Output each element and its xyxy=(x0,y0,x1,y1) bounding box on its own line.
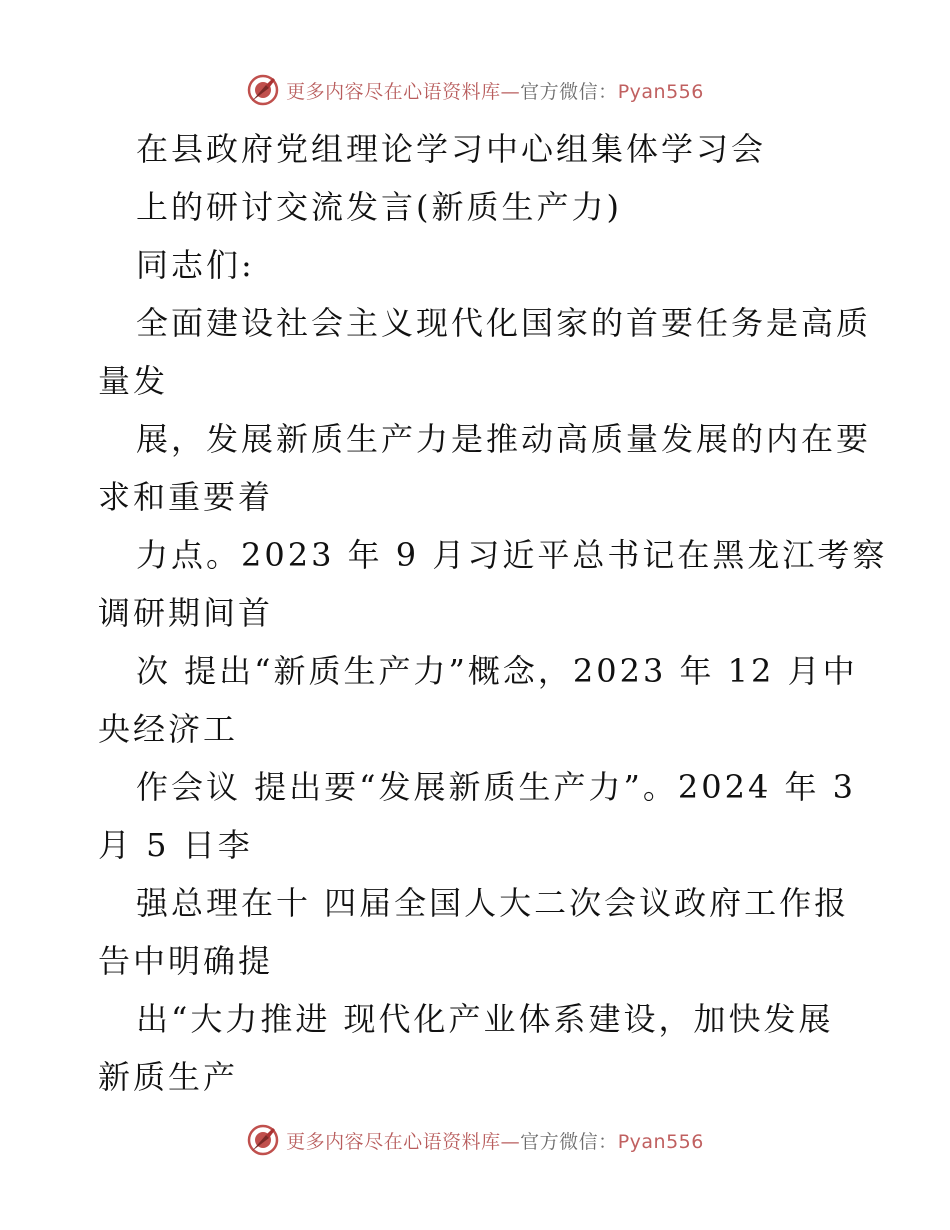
doc-line: 央经济工 xyxy=(98,710,239,748)
doc-line: 全面建设社会主义现代化国家的首要任务是高质 xyxy=(136,304,872,342)
doc-line: 调研期间首 xyxy=(98,594,274,632)
doc-line: 月 5 日李 xyxy=(98,826,253,864)
doc-line: 量发 xyxy=(98,362,169,400)
doc-line: 告中明确提 xyxy=(98,942,274,980)
doc-line: 次 提出“新质生产力”概念，2023 年 12 月中 xyxy=(136,652,858,690)
doc-title-line-2: 上的研讨交流发言(新质生产力) xyxy=(136,188,622,226)
header-banner-text: 更多内容尽在心语资料库—官方微信：Pyan556 xyxy=(286,80,704,103)
doc-line: 强总理在十 四届全国人大二次会议政府工作报 xyxy=(136,884,850,922)
doc-line: 展，发展新质生产力是推动高质量发展的内在要 xyxy=(136,420,872,458)
header-banner xyxy=(0,70,950,110)
footer-banner-text: 更多内容尽在心语资料库—官方微信：Pyan556 xyxy=(286,1130,704,1153)
brand-logo-icon xyxy=(246,73,280,107)
doc-line: 新质生产 xyxy=(98,1058,239,1096)
doc-title-line-1: 在县政府党组理论学习中心组集体学习会 xyxy=(136,130,767,168)
doc-line: 求和重要着 xyxy=(98,478,274,516)
doc-line: 出“大力推进 现代化产业体系建设，加快发展 xyxy=(136,1000,834,1038)
document-body xyxy=(98,120,888,1106)
brand-logo-icon xyxy=(246,1123,280,1157)
footer-banner xyxy=(0,1120,950,1160)
doc-salutation: 同志们: xyxy=(136,246,255,284)
doc-line: 力点。2023 年 9 月习近平总书记在黑龙江考察 xyxy=(136,536,888,574)
doc-line: 作会议 提出要“发展新质生产力”。2024 年 3 xyxy=(136,768,857,806)
